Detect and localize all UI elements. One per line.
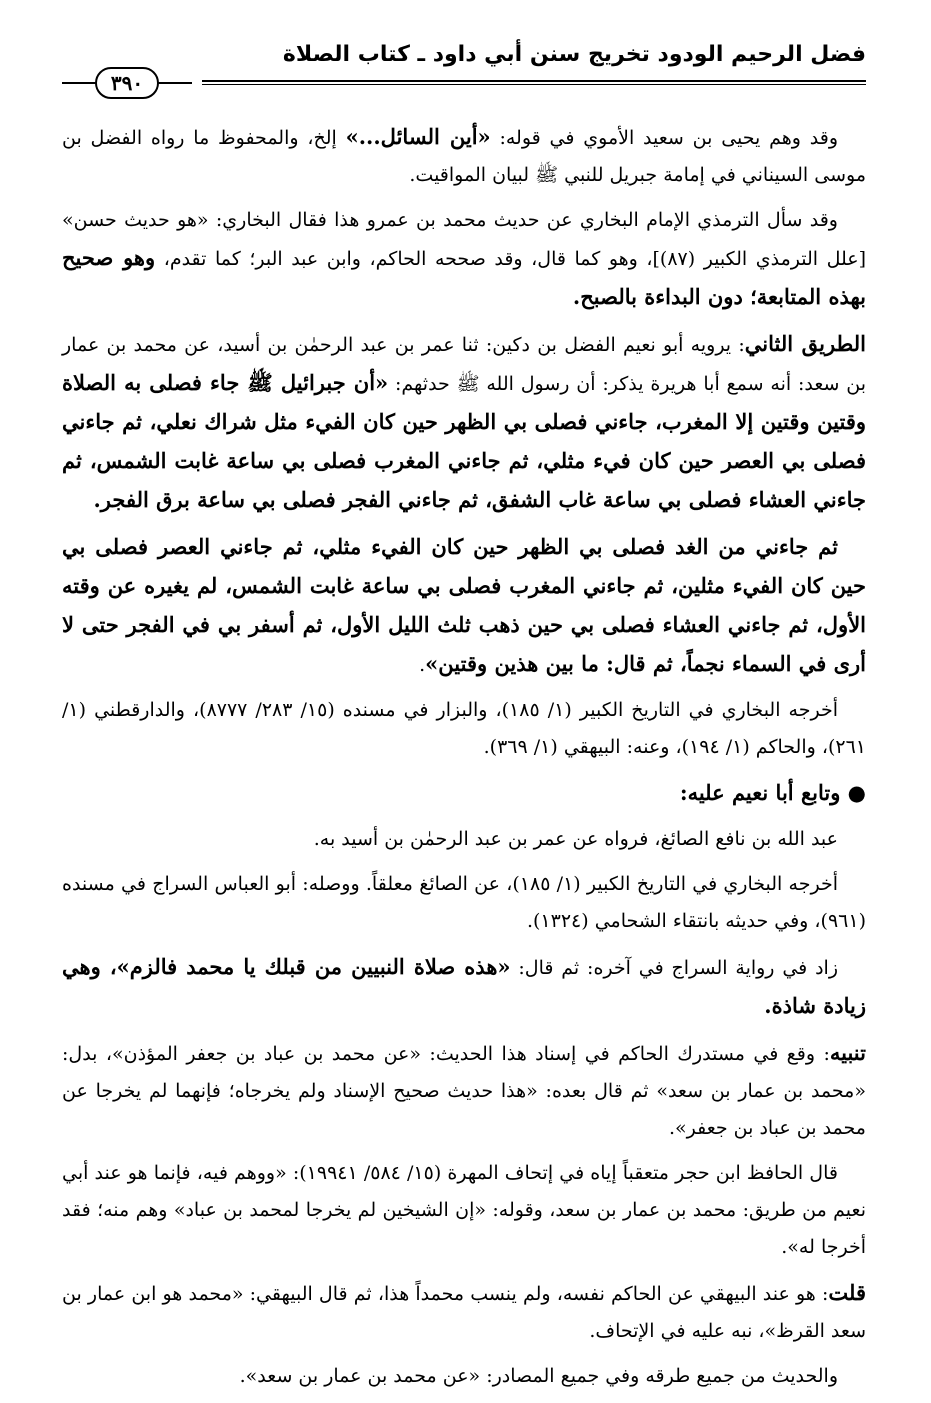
header-rule — [202, 80, 866, 82]
paragraph — [62, 1155, 866, 1266]
page-number-badge — [62, 66, 192, 100]
bold-text: الطريق الثاني — [744, 331, 866, 356]
paragraph — [62, 202, 866, 317]
bold-text: ثم جاءني من الغد فصلى بي الظهر حين كان الفيء مثلي، ثم جاءني العصر فصلى بي حين كان الفيء مثلين، ثم جاءني المغرب فصلى بي ساعة غابت الشمس، لم يغيره عن وقته الأول، ثم جاءني العشاء فصلى بي حين ذهب ثلث الليل الأول، ثم أسفر بي في الفجر حتى لا أرى في السماء نجماً، ثم قال: ما بين هذين وقتين» — [62, 534, 866, 676]
paragraph — [62, 774, 866, 813]
bold-text: «أين السائل...» — [345, 124, 491, 149]
paragraph — [62, 821, 866, 858]
book-page — [62, 30, 867, 1387]
page-number: ٣٩٠ — [95, 67, 159, 99]
bold-text: قلت — [828, 1280, 866, 1305]
text: : هو عند البيهقي عن الحاكم نفسه، ولم ينسب محمداً هذا، ثم قال البيهقي: «محمد هو ابن عمار بن سعد القرظ»، نبه عليه في الإتحاف. — [62, 1283, 866, 1342]
bold-text: وهو صحيح بهذه المتابعة؛ دون البداءة بالصبح. — [62, 245, 866, 309]
text: قال الحافظ ابن حجر متعقباً إياه في إتحاف المهرة (١٥/ ٥٨٤/ ١٩٩٤١): «ووهم فيه، فإنما هو عند أبي نعيم من طريق: محمد بن عمار بن سعد، وقوله: «إن الشيخين لم يخرجا لمحمد بن عباد» وهم منه؛ فقد أخرجا له». — [62, 1162, 866, 1258]
text: . — [419, 654, 426, 676]
paragraph — [62, 325, 866, 520]
bold-text: ● — [840, 780, 866, 805]
bold-text: «أن جبرائيل ﷺ جاء فصلى به الصلاة وقتين وقتين إلا المغرب، جاءني فصلى بي الظهر حين كان الفيء مثل شراك نعلي، ثم جاءني فصلى بي العصر حين كان فيء مثلي، ثم جاءني المغرب فصلى بي ساعة غابت الشمس، ثم جاءني العشاء فصلى بي ساعة غاب الشفق، ثم جاءني الفجر فصلى بي ساعة برق الفجر. — [62, 370, 866, 512]
text: أخرجه البخاري في التاريخ الكبير (١/ ١٨٥)، والبزار في مسنده (١٥/ ٢٨٣/ ٨٧٧٧)، والدارقطني (١/ ٢٦١)، والحاكم (١/ ١٩٤)، وعنه: البيهقي (١/ ٣٦٩). — [62, 699, 866, 758]
header-rule-thin — [202, 84, 866, 85]
bold-text: تنبيه — [829, 1040, 866, 1065]
paragraph — [62, 118, 866, 194]
text: أخرجه البخاري في التاريخ الكبير (١/ ١٨٥)، عن الصائغ معلقاً. ووصله: أبو العباس السراج في مسنده (٩٦١)، وفي حديثه بانتقاء الشحامي (١٣٢٤). — [62, 873, 866, 932]
paragraph — [62, 1274, 866, 1350]
text: : يرويه أبو نعيم الفضل بن دكين: ثنا عمر بن عبد الرحمٰن بن أسيد، عن محمد بن عمار بن سعد: أنه سمع أبا هريرة يذكر: أن رسول الله ﷺ حدثهم: — [62, 334, 866, 395]
paragraph — [62, 1358, 866, 1395]
page-body — [62, 118, 866, 1403]
bold-text: «هذه صلاة النبيين من قبلك يا محمد فالزم»، وهي زيادة شاذة. — [62, 954, 866, 1018]
paragraph — [62, 1034, 866, 1147]
paragraph — [62, 948, 866, 1026]
text: وقد سأل الترمذي الإمام البخاري عن حديث محمد بن عمرو هذا فقال البخاري: «هو حديث حسن» [علل الترمذي الكبير (٨٧)]، وهو كما قال، وقد صححه الحاكم، وابن عبد البر؛ كما تقدم، — [62, 209, 867, 270]
paragraph — [62, 692, 866, 766]
bold-text: وتابع أبا نعيم عليه: — [679, 780, 841, 805]
text: زاد في رواية السراج في آخره: ثم قال: — [510, 957, 838, 979]
text: : وقع في مستدرك الحاكم في إسناد هذا الحديث: «عن محمد بن عباد بن جعفر المؤذن»، بدل: «محمد بن عمار بن سعد» ثم قال بعده: «هذا حديث صحيح الإسناد ولم يخرجاه؛ فإنهما لم يخرجا عن محمد بن عباد بن جعفر». — [62, 1043, 866, 1139]
page-header — [62, 30, 866, 95]
text: والحديث من جميع طرقه وفي جميع المصادر: «عن محمد بن عمار بن سعد». — [239, 1365, 838, 1387]
text: وقد وهم يحيى بن سعيد الأموي في قوله: — [490, 127, 838, 149]
paragraph — [62, 866, 866, 940]
text: إلخ، والمحفوظ ما رواه الفضل بن موسى السيناني في إمامة جبريل للنبي ﷺ لبيان المواقيت. — [62, 127, 866, 186]
text: عبد الله بن نافع الصائغ، فرواه عن عمر بن عبد الرحمٰن بن أسيد به. — [313, 828, 838, 850]
running-title: فضل الرحيم الودود تخريج سنن أبي داود ـ كتاب الصلاة — [282, 42, 866, 67]
paragraph — [62, 528, 866, 684]
